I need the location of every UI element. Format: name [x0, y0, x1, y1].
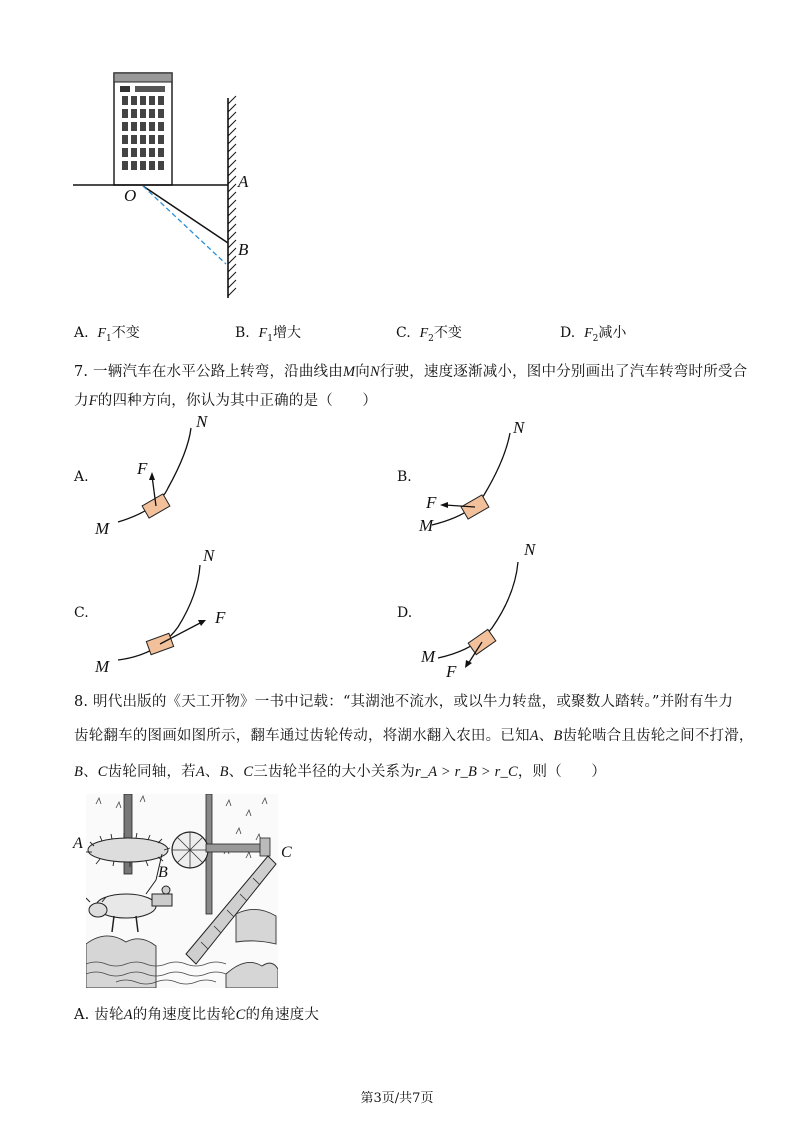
q7-a-label-n: N	[196, 412, 208, 431]
wall-hatching	[228, 96, 236, 296]
q8-stem-line2: 齿轮翻车的图画如图所示，翻车通过齿轮传动，将湖水翻入农田。已知A、B齿轮啮合且齿轮之间不打滑，	[74, 728, 754, 744]
q7-c-label-m: M	[95, 657, 110, 676]
q7-option-c-letter[interactable]: C.	[74, 605, 89, 621]
q7-d-label-f: F	[446, 662, 457, 681]
waterwheel-woodcut	[86, 794, 278, 988]
q6-option-d[interactable]: D. $F_2$减小	[560, 325, 627, 344]
q7-d-label-n: N	[524, 540, 536, 559]
q8-stem-line3: B、C齿轮同轴，若A、B、C三齿轮半径的大小关系为r_A > r_B > r_C，则（ ）	[74, 764, 607, 780]
q7-a-label-f: F	[137, 459, 148, 478]
radius-formula: r_A > r_B > r_C	[414, 764, 518, 780]
q8-stem-line1: 8. 明代出版的《天工开物》一书中记载：“其湖池不流水，或以牛力转盘，或聚数人踏转。”并附有牛力	[74, 694, 734, 710]
q6-option-a[interactable]: A. $F_1$不变	[74, 325, 140, 344]
q7-option-d-letter[interactable]: D.	[397, 605, 413, 621]
q7-c-label-f: F	[215, 608, 226, 627]
q7-b-label-n: N	[513, 418, 525, 437]
q7-c-label-n: N	[203, 546, 215, 565]
q7-b-label-m: M	[419, 516, 434, 535]
q7-option-a-letter[interactable]: A.	[74, 469, 89, 485]
rod-dashed	[143, 186, 226, 264]
q7-d-label-m: M	[421, 647, 436, 666]
q6-option-c[interactable]: C. $F_2$不变	[396, 325, 462, 344]
label-b: B	[238, 240, 249, 259]
q8-label-b: B	[158, 864, 168, 881]
q8-label-a: A	[73, 835, 83, 852]
rod-ob	[143, 186, 228, 243]
page-footer: 第3页/共7页	[360, 1091, 434, 1106]
q7-stem-line2: 力F的四种方向，你认为其中正确的是（ ）	[74, 393, 378, 409]
building-illustration	[114, 73, 172, 185]
q7-b-label-f: F	[426, 493, 437, 512]
label-o: O	[124, 186, 137, 205]
q7-stem-line1: 7. 一辆汽车在水平公路上转弯，沿曲线由M向N行驶，速度逐渐减小，图中分别画出了汽车转弯时所受合	[74, 364, 748, 380]
label-a: A	[238, 172, 249, 191]
q8-option-a[interactable]: A. 齿轮A的角速度比齿轮C的角速度大	[74, 1007, 320, 1023]
q6-option-b[interactable]: B. $F_1$增大	[235, 325, 301, 344]
q7-a-label-m: M	[95, 519, 110, 538]
q7-option-b-letter[interactable]: B.	[397, 469, 412, 485]
q8-label-c: C	[281, 844, 292, 861]
